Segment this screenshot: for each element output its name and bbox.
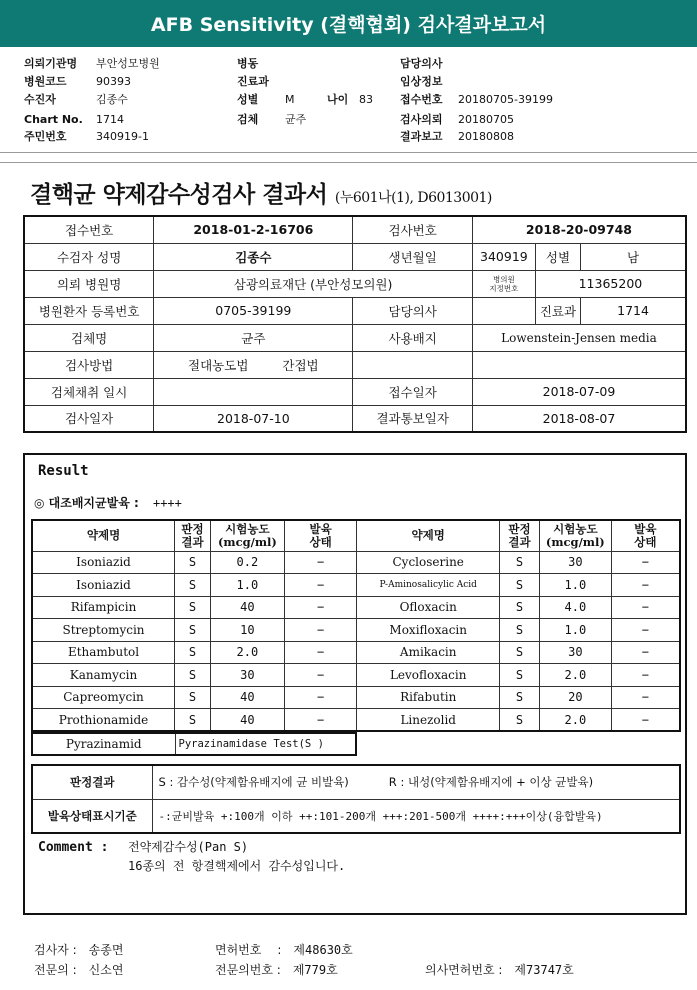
license <box>215 941 353 958</box>
cell-label: 검체명 <box>24 324 154 351</box>
info-label: 의뢰기관명 <box>24 57 78 70</box>
header-conc <box>539 520 611 551</box>
doctor-license <box>425 961 574 978</box>
drug-growth-cell: − <box>284 574 357 597</box>
info-value: 김종수 <box>96 93 128 106</box>
drug-result-cell: S <box>175 574 211 597</box>
drug-drug-cell: Kanamycin <box>32 664 175 687</box>
specialist-name: 신소연 <box>88 963 124 977</box>
receipt-date: 2018-07-09 <box>472 378 686 405</box>
patient-info-table <box>23 215 687 433</box>
drug-growth-cell: − <box>611 596 680 619</box>
info-col-2 <box>237 56 373 128</box>
control-label: ◎ 대조배지균발육 : <box>34 496 139 510</box>
drug-result-cell: S <box>500 619 540 642</box>
header-growth-2: 상태 <box>634 534 657 549</box>
method-1: 절대농도법 <box>188 357 249 373</box>
hospital-code-label-2: 지정번호 <box>489 283 519 293</box>
drug-table <box>31 519 681 732</box>
cell-label: 성별 <box>535 243 580 270</box>
drug-drug-cell: Capreomycin <box>32 686 175 709</box>
specimen: 균주 <box>154 324 353 351</box>
test-date: 2018-07-10 <box>154 405 353 432</box>
reg-no: 0705-39199 <box>154 297 353 324</box>
header-growth-1: 발육 <box>309 521 332 536</box>
drug-conc-cell: 2.0 <box>539 664 611 687</box>
drug-result-cell: S <box>500 709 540 732</box>
control-value: ++++ <box>152 496 182 510</box>
drug-table-body <box>32 551 680 731</box>
info-label: 검체 <box>237 113 259 126</box>
drug-conc-cell: 40 <box>210 709 284 732</box>
specialist-label: 전문의 : <box>34 963 77 977</box>
inspector-label: 검사자 : <box>34 943 77 957</box>
drug-result-cell: S <box>175 551 211 574</box>
table-row <box>32 686 680 709</box>
drug-conc-cell: 40 <box>210 596 284 619</box>
drug-drug-cell: Ofloxacin <box>357 596 500 619</box>
control-growth <box>34 494 182 511</box>
judge-legend-r: R : 내성(약제함유배지에 + 이상 균발육) <box>388 775 594 790</box>
table-row <box>32 574 680 597</box>
table-row <box>32 641 680 664</box>
cell-label: 검사일자 <box>24 405 154 432</box>
divider <box>0 152 697 153</box>
header-judge-1: 판정 <box>181 521 204 536</box>
drug-result-cell: S <box>500 686 540 709</box>
drug-drug-cell: Amikacin <box>357 641 500 664</box>
drug-conc-cell: 40 <box>210 686 284 709</box>
drug-conc-cell: 2.0 <box>539 709 611 732</box>
hospital-name: 삼광의료재단 (부안성모의원) <box>154 270 473 297</box>
info-value: 균주 <box>285 113 307 126</box>
table-row <box>32 551 680 574</box>
drug-result-cell: S <box>175 709 211 732</box>
header-drug: 약제명 <box>32 520 175 551</box>
drug-growth-cell: − <box>611 664 680 687</box>
drug-conc-cell: 20 <box>539 686 611 709</box>
cell-label: 검체채취 일시 <box>24 378 154 405</box>
hospital-code-label-1: 병의원 <box>493 274 515 284</box>
header-growth <box>284 520 357 551</box>
info-label: 병원코드 <box>24 75 67 88</box>
drug-growth-cell: − <box>284 596 357 619</box>
notify-date: 2018-08-07 <box>472 405 686 432</box>
drug-result-cell: S <box>500 596 540 619</box>
legend-table <box>31 764 681 834</box>
method-2: 간접법 <box>282 357 319 373</box>
cell-label: 의뢰 병원명 <box>24 270 154 297</box>
cell-label: 진료과 <box>535 297 580 324</box>
drug-growth-cell: − <box>611 641 680 664</box>
table-row <box>32 596 680 619</box>
drug-growth-cell: − <box>284 664 357 687</box>
header-judge-2: 결과 <box>181 534 204 549</box>
cell-label: 접수일자 <box>353 378 472 405</box>
drug-growth-cell: − <box>611 709 680 732</box>
header-conc-1: 시험농도 <box>553 521 598 536</box>
header-conc-2: (mcg/ml) <box>545 534 605 549</box>
report-code: (누601나(1), D6013001) <box>334 190 492 206</box>
drug-result-cell: S <box>500 664 540 687</box>
inspector <box>34 941 123 958</box>
table-row <box>32 709 680 732</box>
doctor-license-label: 의사면허번호 : <box>425 963 503 977</box>
drug-drug-cell: Rifampicin <box>32 596 175 619</box>
info-label: 담당의사 <box>400 57 443 70</box>
pyrazinamid-row <box>31 732 357 756</box>
info-label: 병동 <box>237 57 259 70</box>
cell-label: 사용배지 <box>353 324 472 351</box>
header-growth-2: 상태 <box>309 534 332 549</box>
cell-label: 결과통보일자 <box>353 405 472 432</box>
judge-legend-label: 판정결과 <box>32 765 152 799</box>
drug-growth-cell: − <box>611 551 680 574</box>
drug-conc-cell: 30 <box>210 664 284 687</box>
judge-legend <box>152 765 680 799</box>
birth-date: 340919 <box>472 243 535 270</box>
info-value: M <box>285 93 295 106</box>
info-value: 340919-1 <box>96 130 149 143</box>
header-growth <box>611 520 680 551</box>
drug-drug-cell: Prothionamide <box>32 709 175 732</box>
empty-cell <box>353 351 472 378</box>
sex: 남 <box>581 243 686 270</box>
specialist <box>34 961 123 978</box>
license-sep: : <box>277 943 282 957</box>
drug-growth-cell: − <box>284 619 357 642</box>
comment-line-2: 16종의 전 항결핵제에서 감수성입니다. <box>128 859 346 873</box>
drug-drug-cell: Linezolid <box>357 709 500 732</box>
drug-result-cell: S <box>175 686 211 709</box>
drug-result-cell: S <box>175 619 211 642</box>
drug-growth-cell: − <box>284 641 357 664</box>
drug-conc-cell: 1.0 <box>539 574 611 597</box>
report-header <box>0 0 697 47</box>
empty-cell <box>472 351 686 378</box>
info-label: 나이 <box>327 93 349 106</box>
table-row <box>32 664 680 687</box>
cell-label: 접수번호 <box>24 216 154 243</box>
drug-drug-cell: Isoniazid <box>32 574 175 597</box>
medium: Lowenstein-Jensen media <box>472 324 686 351</box>
cell-label: 담당의사 <box>353 297 472 324</box>
receipt-no: 2018-01-2-16706 <box>154 216 353 243</box>
test-no: 2018-20-09748 <box>472 216 686 243</box>
patient-name: 김종수 <box>154 243 353 270</box>
table-row <box>32 619 680 642</box>
drug-growth-cell: − <box>284 686 357 709</box>
drug-result-cell: S <box>500 551 540 574</box>
collect-date <box>154 378 353 405</box>
info-label: 결과보고 <box>400 130 443 143</box>
drug-growth-cell: − <box>611 619 680 642</box>
judge-legend-s: S : 감수성(약제함유배지에 균 비발육) <box>158 775 349 790</box>
license-label: 면허번호 <box>215 943 262 957</box>
header-conc-2: (mcg/ml) <box>217 534 277 549</box>
header-conc <box>210 520 284 551</box>
info-label: 진료과 <box>237 75 269 88</box>
drug-result-cell: S <box>500 574 540 597</box>
pyrazinamid-value: Pyrazinamidase Test(S ) <box>175 733 356 755</box>
info-label: Chart No. <box>24 113 83 126</box>
header-judge <box>175 520 211 551</box>
info-label: 수진자 <box>24 93 56 106</box>
drug-drug-cell: Cycloserine <box>357 551 500 574</box>
specialist-no-label: 전문의번호 : <box>215 963 281 977</box>
hospital-code: 11365200 <box>535 270 686 297</box>
drug-conc-cell: 1.0 <box>210 574 284 597</box>
doctor <box>472 297 535 324</box>
drug-growth-cell: − <box>611 686 680 709</box>
report-title <box>30 176 492 209</box>
inspector-name: 송종면 <box>88 943 124 957</box>
drug-drug-cell: Rifabutin <box>357 686 500 709</box>
report-title-text: 결핵균 약제감수성검사 결과서 <box>30 181 328 208</box>
info-value: 20180705-39199 <box>458 93 553 106</box>
dept: 1714 <box>581 297 686 324</box>
comment-line-1: 전약제감수성(Pan S) <box>128 840 249 854</box>
info-label: 성별 <box>237 93 259 106</box>
info-value: 1714 <box>96 113 124 126</box>
cell-label: 병원환자 등록번호 <box>24 297 154 324</box>
divider <box>0 162 697 163</box>
info-label: 주민번호 <box>24 130 67 143</box>
info-value: 20180705 <box>458 113 514 126</box>
result-label: Result <box>38 463 89 479</box>
drug-result-cell: S <box>175 641 211 664</box>
drug-growth-cell: − <box>284 709 357 732</box>
drug-result-cell: S <box>500 641 540 664</box>
header-judge-2: 결과 <box>508 534 531 549</box>
growth-legend-label: 발육상태표시기준 <box>32 799 152 833</box>
drug-conc-cell: 10 <box>210 619 284 642</box>
doctor-license-value: 제73747호 <box>514 963 574 977</box>
drug-conc-cell: 0.2 <box>210 551 284 574</box>
drug-conc-cell: 30 <box>539 641 611 664</box>
drug-growth-cell: − <box>611 574 680 597</box>
comment-label: Comment : <box>38 840 109 855</box>
drug-drug-cell: Ethambutol <box>32 641 175 664</box>
drug-result-cell: S <box>175 596 211 619</box>
drug-result-cell: S <box>175 664 211 687</box>
info-col-3 <box>400 56 553 145</box>
header-growth-1: 발육 <box>634 521 657 536</box>
header-judge <box>500 520 540 551</box>
cell-label: 검사번호 <box>353 216 472 243</box>
drug-drug-cell: Streptomycin <box>32 619 175 642</box>
specialist-no-value: 제779호 <box>292 963 338 977</box>
drug-drug-cell: Isoniazid <box>32 551 175 574</box>
cell-label: 수검자 성명 <box>24 243 154 270</box>
info-value: 부안성모병원 <box>96 57 160 70</box>
drug-growth-cell: − <box>284 551 357 574</box>
growth-legend: -:균비발육 +:100개 이하 ++:101-200개 +++:201-500개 ++++:+++이상(융합발육) <box>152 799 680 833</box>
pyrazinamid-drug: Pyrazinamid <box>32 733 175 755</box>
drug-drug-cell: Moxifloxacin <box>357 619 500 642</box>
header-judge-1: 판정 <box>508 521 531 536</box>
header-drug: 약제명 <box>357 520 500 551</box>
info-col-1 <box>24 56 160 145</box>
drug-conc-cell: 30 <box>539 551 611 574</box>
cell-label <box>472 270 535 297</box>
info-value: 83 <box>359 93 373 106</box>
license-value: 제48630호 <box>293 943 353 957</box>
drug-drug-cell: Levofloxacin <box>357 664 500 687</box>
drug-conc-cell: 1.0 <box>539 619 611 642</box>
info-label: 접수번호 <box>400 93 443 106</box>
info-value: 20180808 <box>458 130 514 143</box>
drug-conc-cell: 4.0 <box>539 596 611 619</box>
info-label: 임상정보 <box>400 75 443 88</box>
drug-drug-cell: P-Aminosalicylic Acid <box>357 574 500 597</box>
cell-label: 생년월일 <box>353 243 472 270</box>
method <box>154 351 353 378</box>
drug-conc-cell: 2.0 <box>210 641 284 664</box>
info-label: 검사의뢰 <box>400 113 443 126</box>
header-conc-1: 시험농도 <box>225 521 270 536</box>
header-title: AFB Sensitivity (결핵협회) 검사결과보고서 <box>150 14 547 36</box>
info-value: 90393 <box>96 75 131 88</box>
specialist-no <box>215 961 338 978</box>
cell-label: 검사방법 <box>24 351 154 378</box>
